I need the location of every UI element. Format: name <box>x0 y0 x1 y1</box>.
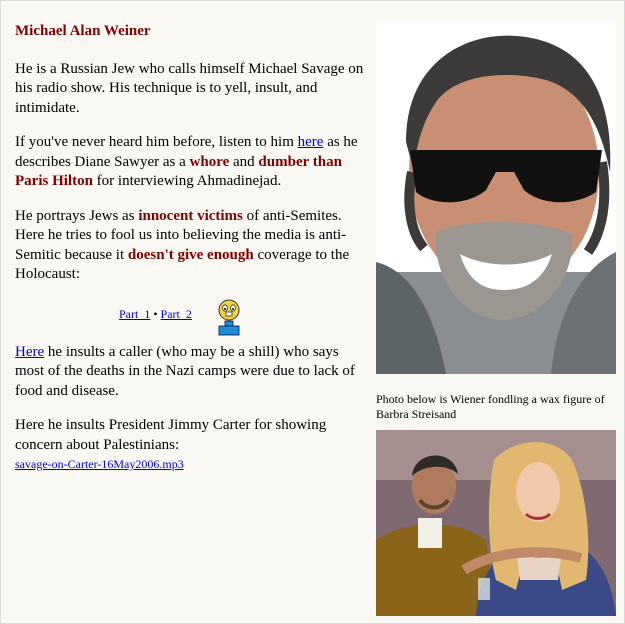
intro-paragraph <box>15 60 365 119</box>
here-link-sawyer[interactable]: here <box>297 134 324 150</box>
emphasis-innocent-victims: innocent victims <box>138 207 243 224</box>
wax-figure-photo <box>376 430 616 616</box>
page-title: Michael Alan Weiner <box>15 23 151 39</box>
sawyer-text-mid1: as he describes Diane Sawyer as a <box>15 134 358 170</box>
carter-paragraph <box>15 416 365 475</box>
holocaust-text-post: coverage to the Holocaust: <box>15 246 350 282</box>
sawyer-text-mid2: and <box>229 153 259 170</box>
caller-paragraph <box>15 343 365 402</box>
here-link-caller[interactable]: Here <box>15 343 45 360</box>
holocaust-text-mid: of anti-Semites. Here he tries to fool us into believing the media is anti-Semitic because it <box>15 207 347 263</box>
caller-text: he insults a caller (who may be a shill) who says most of the deaths in the Nazi camps were due to lack of food and disease. <box>15 343 355 399</box>
carter-mp3-link[interactable]: savage-on-Carter-16May2006.mp3 <box>15 457 184 471</box>
sawyer-text-post: for interviewing Ahmadinejad. <box>92 173 282 189</box>
emphasis-doesnt-give-enough: doesn't give enough <box>127 246 254 263</box>
carter-text: Here he insults President Jimmy Carter for showing concern about Palestinians: <box>15 417 327 453</box>
article-column <box>15 22 365 490</box>
part-2-link[interactable]: Part_2 <box>160 306 192 321</box>
portrait-photo <box>376 22 616 374</box>
part-1-link[interactable]: Part_1 <box>119 306 151 321</box>
holocaust-paragraph <box>15 207 365 285</box>
emphasis-dumber: dumber than Paris Hilton <box>15 153 342 189</box>
talking-head-icon <box>215 297 243 337</box>
holocaust-text-pre: He portrays Jews as <box>15 207 139 224</box>
photo-caption: Photo below is Wiener fondling a wax figure of Barbra Streisand <box>376 392 605 421</box>
sawyer-paragraph <box>15 133 365 192</box>
sawyer-text-pre: If you've never heard him before, listen to him <box>15 134 298 150</box>
parts-separator: • <box>150 306 161 321</box>
emphasis-whore: whore <box>189 153 230 170</box>
parts-row <box>15 297 365 337</box>
parts-links <box>119 305 192 325</box>
intro-text: He is a Russian Jew who calls himself Michael Savage on his radio show. His technique is to yell, insult, and intimidate. <box>15 60 364 116</box>
